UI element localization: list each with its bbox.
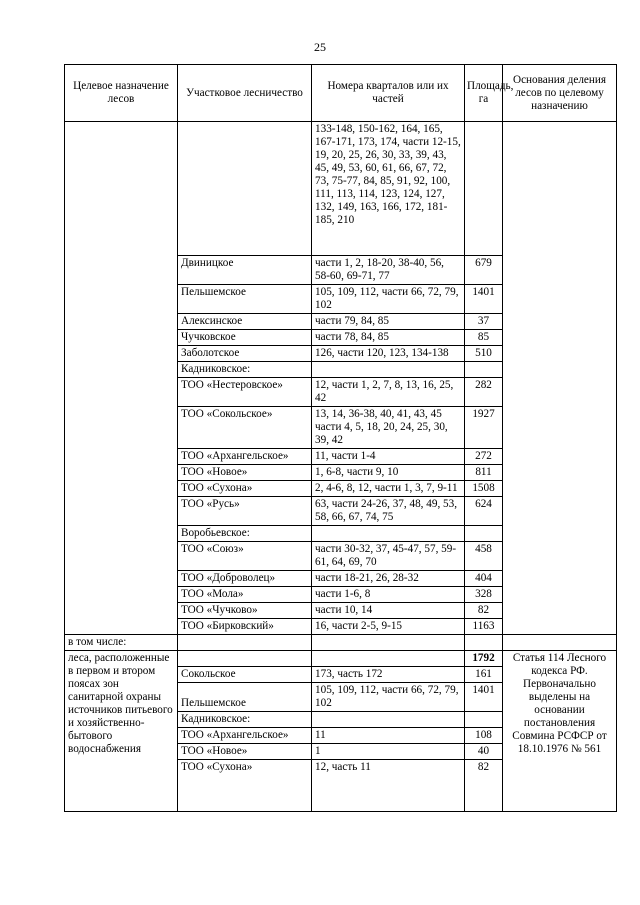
district-cell: ТОО «Новое»	[178, 744, 312, 760]
district-cell: Чучковское	[178, 330, 312, 346]
area-cell: 108	[465, 728, 503, 744]
quarters-cell: части 78, 84, 85	[312, 330, 465, 346]
quarters-cell: 126, части 120, 123, 134-138	[312, 346, 465, 362]
area-cell: 404	[465, 571, 503, 587]
quarters-cell: 11, части 1-4	[312, 449, 465, 465]
district-cell: ТОО «Новое»	[178, 465, 312, 481]
district-cell: Кадниковское:	[178, 712, 312, 728]
header-quarters: Номера кварталов или их частей	[312, 65, 465, 122]
quarters-cell: 2, 4-6, 8, 12, части 1, 3, 7, 9-11	[312, 481, 465, 497]
area-cell: 282	[465, 378, 503, 407]
district-cell: Заболотское	[178, 346, 312, 362]
forest-purpose-table	[64, 64, 617, 812]
quarters-cell: 16, части 2-5, 9-15	[312, 619, 465, 635]
area-cell-empty	[465, 122, 503, 256]
district-cell: ТОО «Доброволец»	[178, 571, 312, 587]
quarters-cell: 1	[312, 744, 465, 760]
header-area: Площадь, га	[465, 65, 503, 122]
purpose-cell-empty	[65, 122, 178, 635]
area-cell: 1927	[465, 407, 503, 449]
quarters-cell: части 1, 2, 18-20, 38-40, 56, 58-60, 69-71, 77	[312, 256, 465, 285]
quarters-cell: 133-148, 150-162, 164, 165, 167-171, 173, 174, части 12-15, 19, 20, 25, 26, 30, 33, 39, 43, 45, 49, 53, 60, 61, 66, 67, 72, 73, 75-77, 84, 85, 91, 92, 100, 111, 113, 114, 123, 124, 127, 132, 149, 163, 166, 172, 181-185, 210	[312, 122, 465, 256]
sub-total-area: 1792	[465, 651, 503, 667]
area-cell: 37	[465, 314, 503, 330]
district-cell: ТОО «Мола»	[178, 587, 312, 603]
district-cell-empty	[178, 122, 312, 256]
quarters-cell: 12, части 1, 2, 7, 8, 13, 16, 25, 42	[312, 378, 465, 407]
header-purpose: Целевое назначение лесов	[65, 65, 178, 122]
area-cell	[465, 712, 503, 728]
header-basis: Основания деления лесов по целевому назначению	[503, 65, 617, 122]
quarters-cell: 13, 14, 36-38, 40, 41, 43, 45 части 4, 5, 18, 20, 24, 25, 30, 39, 42	[312, 407, 465, 449]
quarters-cell: 105, 109, 112, части 66, 72, 79, 102	[312, 285, 465, 314]
area-cell: 272	[465, 449, 503, 465]
area-cell: 40	[465, 744, 503, 760]
quarters-cell	[312, 362, 465, 378]
district-cell: ТОО «Русь»	[178, 497, 312, 526]
sub-purpose-cell: леса, расположенные в первом и втором поясах зон санитарной охраны источников питьевого и хозяйственно-бытового водоснабжения	[65, 651, 178, 812]
including-label: в том числе:	[65, 635, 178, 651]
quarters-cell: 105, 109, 112, части 66, 72, 79, 102	[312, 683, 465, 712]
district-cell: ТОО «Архангельское»	[178, 728, 312, 744]
quarters-cell: части 18-21, 26, 28-32	[312, 571, 465, 587]
header-row	[65, 65, 617, 122]
table-row	[65, 122, 617, 256]
district-cell: ТОО «Чучково»	[178, 603, 312, 619]
district-cell: Сокольское	[178, 667, 312, 683]
quarters-cell	[312, 526, 465, 542]
quarters-cell: 12, часть 11	[312, 760, 465, 812]
basis-cell-empty	[503, 122, 617, 635]
area-cell: 1508	[465, 481, 503, 497]
area-cell: 1401	[465, 285, 503, 314]
district-cell: Пельшемское	[178, 683, 312, 712]
district-cell: ТОО «Сухона»	[178, 481, 312, 497]
quarters-cell: части 10, 14	[312, 603, 465, 619]
district-cell: ТОО «Сокольское»	[178, 407, 312, 449]
area-cell: 458	[465, 542, 503, 571]
area-cell: 161	[465, 667, 503, 683]
area-cell	[465, 526, 503, 542]
quarters-cell: части 30-32, 37, 45-47, 57, 59-61, 64, 69, 70	[312, 542, 465, 571]
district-cell: Двиницкое	[178, 256, 312, 285]
area-cell: 510	[465, 346, 503, 362]
area-cell: 85	[465, 330, 503, 346]
quarters-cell: 11	[312, 728, 465, 744]
area-cell: 82	[465, 760, 503, 812]
district-cell: ТОО «Архангельское»	[178, 449, 312, 465]
district-cell: ТОО «Нестеровское»	[178, 378, 312, 407]
quarters-cell: части 79, 84, 85	[312, 314, 465, 330]
header-district: Участковое лесничество	[178, 65, 312, 122]
quarters-cell: части 1-6, 8	[312, 587, 465, 603]
district-cell: ТОО «Союз»	[178, 542, 312, 571]
including-row	[65, 635, 617, 651]
district-cell: Пельшемское	[178, 285, 312, 314]
area-cell: 1401	[465, 683, 503, 712]
area-cell: 811	[465, 465, 503, 481]
table-row	[65, 651, 617, 667]
area-cell: 82	[465, 603, 503, 619]
district-cell: Кадниковское:	[178, 362, 312, 378]
quarters-cell: 173, часть 172	[312, 667, 465, 683]
sub-basis-cell: Статья 114 Лесного кодекса РФ. Первоначально выделены на основании постановления Совмина РСФСР от 18.10.1976 № 561	[503, 651, 617, 812]
area-cell: 1163	[465, 619, 503, 635]
quarters-cell: 63, части 24-26, 37, 48, 49, 53, 58, 66, 67, 74, 75	[312, 497, 465, 526]
district-cell: ТОО «Сухона»	[178, 760, 312, 812]
page-number: 25	[314, 40, 326, 54]
area-cell: 624	[465, 497, 503, 526]
area-cell: 679	[465, 256, 503, 285]
quarters-cell	[312, 712, 465, 728]
quarters-cell: 1, 6-8, части 9, 10	[312, 465, 465, 481]
district-cell: Воробьевское:	[178, 526, 312, 542]
area-cell	[465, 362, 503, 378]
district-cell: ТОО «Бирковский»	[178, 619, 312, 635]
district-cell: Алексинское	[178, 314, 312, 330]
area-cell: 328	[465, 587, 503, 603]
